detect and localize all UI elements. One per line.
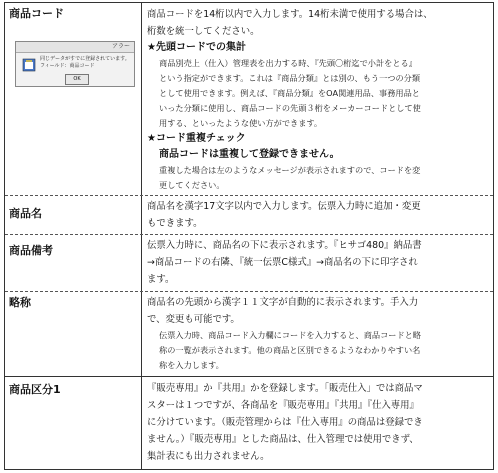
row-description-abbreviation [147,294,489,373]
row-divider [5,376,493,377]
row-divider [5,291,493,292]
text-line: 商品名を漢字17文字以内で入力します。伝票入力時に追加・変更 [147,201,421,212]
abbreviation-note: 伝票入力時、商品コード入力欄にコードを入力すると、商品コードと略 称の一覧が表示されます。他の商品と区別できるようなわかりやすい名 称を入力します。 [159,330,422,370]
dialog-ok-button[interactable]: OK [65,74,89,85]
dialog-title: アラー [16,42,134,53]
duplicate-alert-dialog [15,41,135,87]
row-label-product-code: 商品コード [9,7,64,20]
text-line: スターは１つですが、各商品を『販売専用』『共用』『仕入専用』 [147,400,419,411]
row-description-product-note [147,237,489,288]
info-icon [22,58,36,72]
section-heading: ★コード重複チェック [147,133,246,144]
text-line: 集計表にも出力されません。 [147,451,270,462]
row-description-product-code [147,6,489,193]
row-divider [5,234,493,235]
column-divider [141,3,142,469]
section-body: 重複した場合は左のようなメッセージが表示されますので、コードを変 更してください。 [159,165,421,190]
text-line: 商品名の先頭から漢字１１文字が自動的に表示されます。手入力 [147,297,419,308]
row-label-product-note: 商品備考 [9,244,53,257]
row-description-product-category [147,380,489,465]
text-line: →商品コードの右隣、『統一伝票C様式』→商品名の下に印字され [147,257,418,268]
section-subheading: 商品コードは重複して登録できません。 [159,149,340,160]
text-line: 『販売専用』か『共用』かを登録します。「販売仕入」では商品マ [147,383,423,394]
row-label-abbreviation: 略称 [9,296,31,309]
text-line: 伝票入力時に、商品名の下に表示されます。『ヒサゴ480』納品書 [147,240,422,251]
row-divider [5,195,493,196]
section-heading: ★先頭コードでの集計 [147,42,246,53]
text-line: ます。 [147,274,175,285]
dialog-message: 同じデータがすでに登録されています。 フィールド：商品コード [40,56,130,69]
text-line: 桁数を統一してください。 [147,26,260,37]
row-description-product-name [147,198,489,232]
text-line: で、変更も可能です。 [147,314,240,325]
text-line: 商品コードを14桁以内で入力します。14桁未満で使用する場合は、 [147,9,433,20]
row-label-product-name: 商品名 [9,207,42,220]
text-line: に分けています。（販売管理からは『仕入専用』の商品は登録でき [147,417,423,428]
text-line: ません。）『販売専用』とした商品は、仕入管理では使用できず、 [147,434,419,445]
field-description-table [4,2,494,470]
text-line: もできます。 [147,218,203,229]
row-label-product-category: 商品区分1 [9,383,61,396]
section-body: 商品別売上（仕入）管理表を出力する時、『先頭〇桁迄で小計をとる』 という指定ができます。これは『商品分類』とは別の、もう一つの分類 として使用できます。例えば、『商品分類』をOA関連用品、事務用品と いった分類に使用し、商品コードの先頭３桁をメーカーコードとして使 用する、といったような使い方ができます。 [159,58,421,128]
